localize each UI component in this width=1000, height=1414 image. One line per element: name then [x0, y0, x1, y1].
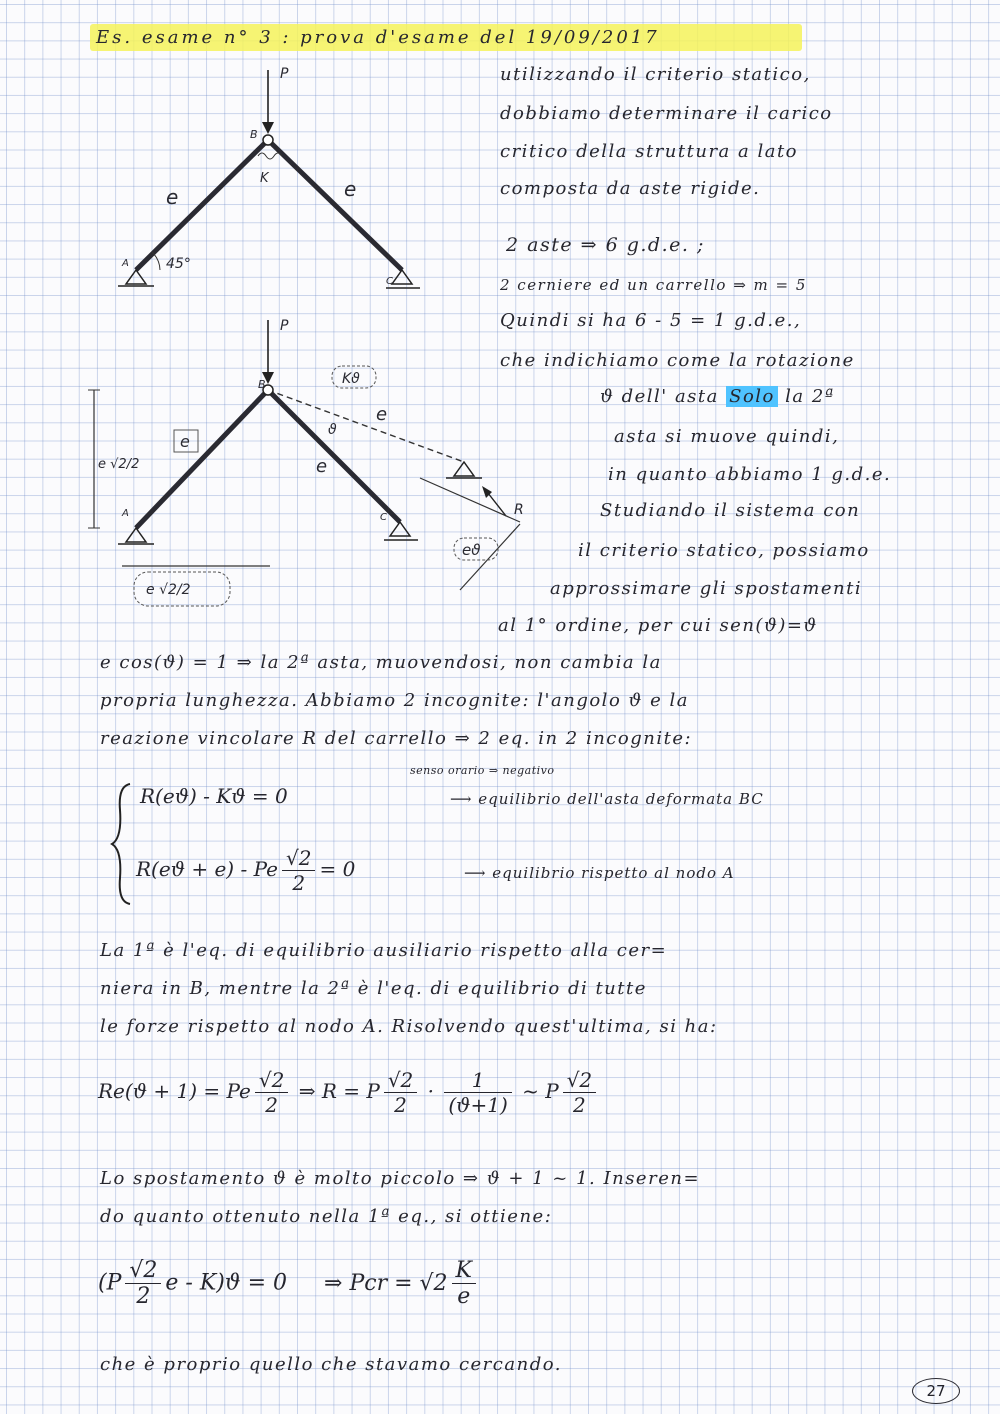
equation-2 [136, 846, 355, 895]
fraction-numerator: K [452, 1258, 476, 1284]
fraction-numerator: √2 [563, 1068, 596, 1093]
text-line: dobbiamo determinare il carico [500, 103, 833, 124]
node-a-label-2: A [122, 508, 129, 519]
figure-deformed [80, 310, 550, 620]
equation-3 [98, 1068, 600, 1117]
fraction-denominator: 2 [136, 1284, 151, 1309]
equation-1: R(eϑ) - Kϑ = 0 [140, 784, 288, 808]
fraction-denominator: 2 [573, 1093, 586, 1117]
text-line: il criterio statico, possiamo [578, 540, 870, 561]
fraction [563, 1068, 596, 1117]
text-line: al 1° ordine, per cui sen(ϑ)=ϑ [498, 615, 818, 636]
eq-fragment: ~ P [522, 1079, 559, 1103]
fraction-denominator: 2 [394, 1093, 407, 1117]
rod-right-label: e [344, 177, 357, 201]
text-line: La 1ª è l'eq. di equilibrio ausiliario rispetto alla cer= [100, 940, 668, 961]
text-line: che indichiamo come la rotazione [500, 350, 855, 371]
reaction-label: R [514, 502, 524, 518]
fraction [255, 1068, 288, 1117]
node-c-label: C [386, 276, 393, 287]
eq-fragment: Re(ϑ + 1) = Pe [98, 1079, 251, 1103]
text-line: 2 aste ⇒ 6 g.d.e. ; [506, 234, 705, 256]
fraction-numerator: √2 [384, 1068, 417, 1093]
eq-fragment: ⇒ R = P [298, 1079, 380, 1103]
page-number: 27 [912, 1378, 960, 1404]
text-line [600, 386, 835, 407]
fraction-denominator: (ϑ+1) [448, 1093, 508, 1117]
fraction-denominator: 2 [292, 871, 306, 895]
text-line: utilizzando il criterio statico, [500, 64, 811, 85]
eq-fragment: (P [98, 1270, 122, 1296]
spring-moment-label: Kϑ [342, 371, 360, 387]
rod-left-label: e [166, 185, 179, 209]
text-line: do quanto ottenuto nella 1ª eq., si ottiene: [100, 1206, 553, 1227]
fraction [452, 1258, 476, 1309]
node-b-label-2: B [258, 378, 266, 391]
highlighted-word: Solo [726, 386, 778, 407]
system-brace [108, 780, 138, 908]
eq-fragment: = 0 [319, 857, 356, 881]
page-title: Es. esame n° 3 : prova d'esame del 19/09/2017 [96, 27, 660, 48]
fraction-numerator: √2 [125, 1258, 161, 1284]
text-line: 2 cerniere ed un carrello ⇒ m = 5 [500, 276, 807, 294]
fraction-numerator: √2 [255, 1068, 288, 1093]
text-line: asta si muove quindi, [614, 426, 840, 447]
fraction-denominator: 2 [265, 1093, 278, 1117]
eq-fragment: R(eϑ + e) - Pe [136, 857, 278, 881]
theta-label: ϑ [328, 422, 337, 438]
text-fragment: la 2ª [785, 386, 835, 407]
closing-line: che è proprio quello che stavamo cercando. [100, 1354, 562, 1375]
text-line: propria lunghezza. Abbiamo 2 incognite: l'angolo ϑ e la [100, 690, 689, 711]
text-line: e cos(ϑ) = 1 ⇒ la 2ª asta, muovendosi, non cambia la [100, 652, 662, 673]
load-label-2: P [280, 318, 289, 334]
text-fragment: ϑ dell' asta [600, 386, 719, 407]
node-b-label: B [250, 128, 258, 141]
text-line: Studiando il sistema con [600, 500, 861, 521]
rod-right-upper-label: e [376, 404, 388, 425]
fraction [125, 1258, 161, 1309]
sign-note: senso orario ⇒ negativo [410, 764, 555, 777]
eq-fragment: · [427, 1079, 434, 1103]
text-line: Lo spostamento ϑ è molto piccolo ⇒ ϑ + 1 ~ 1. Inseren= [100, 1168, 701, 1189]
eq-fragment: ⇒ Pcr = √2 [324, 1270, 448, 1296]
text-line: in quanto abbiamo 1 g.d.e. [608, 464, 892, 485]
equation-2-desc: ⟶ equilibrio rispetto al nodo A [464, 864, 735, 882]
fraction-numerator: 1 [444, 1068, 511, 1093]
text-line: approssimare gli spostamenti [550, 578, 863, 599]
fraction [282, 846, 315, 895]
rod-right-label-2: e [316, 456, 328, 477]
fraction [384, 1068, 417, 1117]
text-line: Quindi si ha 6 - 5 = 1 g.d.e., [500, 310, 802, 331]
width-label: e √2/2 [146, 582, 191, 598]
equation-4 [98, 1258, 480, 1309]
arm-left-label: e [180, 432, 190, 451]
equation-1-desc: ⟶ equilibrio dell'asta deformata BC [450, 790, 764, 808]
arm-label: eϑ [462, 541, 481, 559]
spring-label: K [260, 171, 269, 186]
node-a-label: A [122, 258, 129, 269]
text-line: composta da aste rigide. [500, 178, 761, 199]
angle-label: 45° [166, 256, 191, 272]
eq-fragment: e - K)ϑ = 0 [165, 1270, 288, 1296]
fraction-numerator: √2 [282, 846, 315, 871]
fraction-denominator: e [457, 1284, 471, 1309]
text-line: reazione vincolare R del carrello ⇒ 2 eq. in 2 incognite: [100, 728, 693, 749]
figure-structure [100, 60, 440, 310]
fraction [444, 1068, 511, 1117]
text-line: critico della struttura a lato [500, 141, 799, 162]
text-line: niera in B, mentre la 2ª è l'eq. di equilibrio di tutte [100, 978, 647, 999]
height-label: e √2/2 [98, 457, 140, 472]
node-c-label-2: C [380, 512, 387, 523]
load-label: P [280, 66, 289, 82]
text-line: le forze rispetto al nodo A. Risolvendo quest'ultima, si ha: [100, 1016, 718, 1037]
